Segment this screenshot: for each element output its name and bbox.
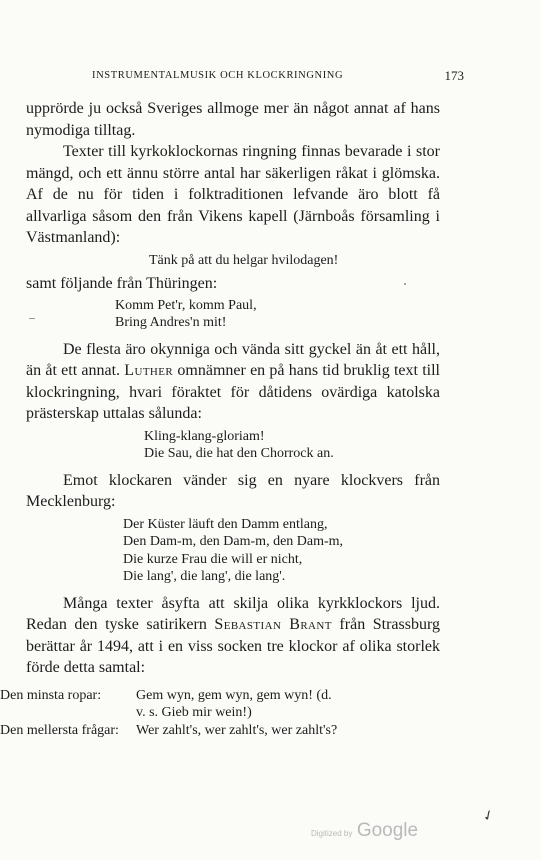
paragraph-6-text-b: från Strassburg berättar år 1494, att i en viss socken tre klockor af olika storlek förde detta samtal:: [26, 616, 441, 676]
quote-line: Kling-klang-gloriam!: [144, 428, 265, 444]
watermark-prefix: Digitized by: [311, 829, 353, 838]
paragraph-2: Texter till kyrkoklockornas ringning finnas bevarade i stor mängd, och ett ännu större antal har säkerligen råkat i glömska. Af de nu för tiden i folktraditionen lefvande äro blott få allvarliga såsom den från Vikens kapell (Järnboås församling i Västmanland):: [26, 143, 440, 246]
dialogue-text: Gem wyn, gem wyn, gem wyn! (d.: [136, 687, 332, 703]
author-name-brant: Sebastian Brant: [214, 616, 332, 633]
dialogue-row: [0, 687, 441, 705]
dialogue-row: [0, 722, 441, 740]
paragraph-4: [26, 339, 440, 425]
paragraph-6-text-a: Många texter åsyfta att skilja olika kyrkklockors ljud. Redan den tyske satirikern: [26, 594, 440, 633]
dialogue-speaker: Den mellersta frågar:: [0, 722, 119, 738]
paragraph-6: [26, 593, 440, 679]
running-header: [92, 70, 464, 81]
print-speck: [404, 283, 406, 285]
quote-luther: [144, 428, 440, 463]
text-body: [0, 98, 441, 739]
paragraph-4-text-b: omnämner en på hans tid bruklig text till klockringning, hvari föraktet för dåtidens ovärdiga katolska prästerskap uttalas sålunda:: [26, 362, 440, 422]
print-tick-mark: [29, 318, 35, 319]
digitized-watermark: [311, 820, 418, 842]
watermark-brand: Google: [356, 820, 419, 841]
quote-thuringen: [115, 297, 440, 332]
quote-mecklenburg: [123, 516, 440, 586]
paragraph-5: Emot klockaren vänder sig en nyare klockvers från Mecklenburg:: [26, 471, 440, 510]
running-title: INSTRUMENTALMUSIK OCH KLOCKRINGNING: [92, 70, 344, 81]
author-name-luther: Luther: [124, 362, 174, 379]
paragraph-4-text-a: De flesta äro okynniga och vända sitt gyckel än åt ett håll, än åt ett annat.: [26, 340, 440, 379]
page-number: 173: [444, 68, 464, 83]
paragraph-3: samt följande från Thüringen:: [26, 275, 218, 292]
quote-line: Die Sau, die hat den Chorrock an.: [144, 446, 334, 461]
pencil-mark-icon: ✓: [480, 807, 498, 826]
quote-line: Tänk på att du helgar hvilodagen!: [149, 252, 339, 268]
dialogue-speaker: Den minsta ropar:: [0, 687, 102, 703]
quote-line: Komm Pet'r, komm Paul,: [115, 297, 257, 313]
bell-dialogue: [0, 687, 441, 740]
paragraph-1: upprörde ju också Sveriges allmoge mer än något annat af hans nymodiga tilltag.: [26, 100, 440, 139]
dialogue-text: Wer zahlt's, wer zahlt's, wer zahlt's?: [136, 722, 338, 738]
quote-line: Die kurze Frau die will er nicht,: [123, 551, 303, 567]
dialogue-continuation: v. s. Gieb mir wein!): [136, 705, 252, 720]
quote-line: Bring Andres'n mit!: [115, 315, 227, 330]
quote-line: Der Küster läuft den Damm entlang,: [123, 516, 328, 532]
quote-line: Die lang', die lang', die lang'.: [123, 569, 286, 584]
quote-line: Den Dam-m, den Dam-m, den Dam-m,: [123, 534, 344, 549]
quote-vikens-kapell: [149, 252, 440, 270]
